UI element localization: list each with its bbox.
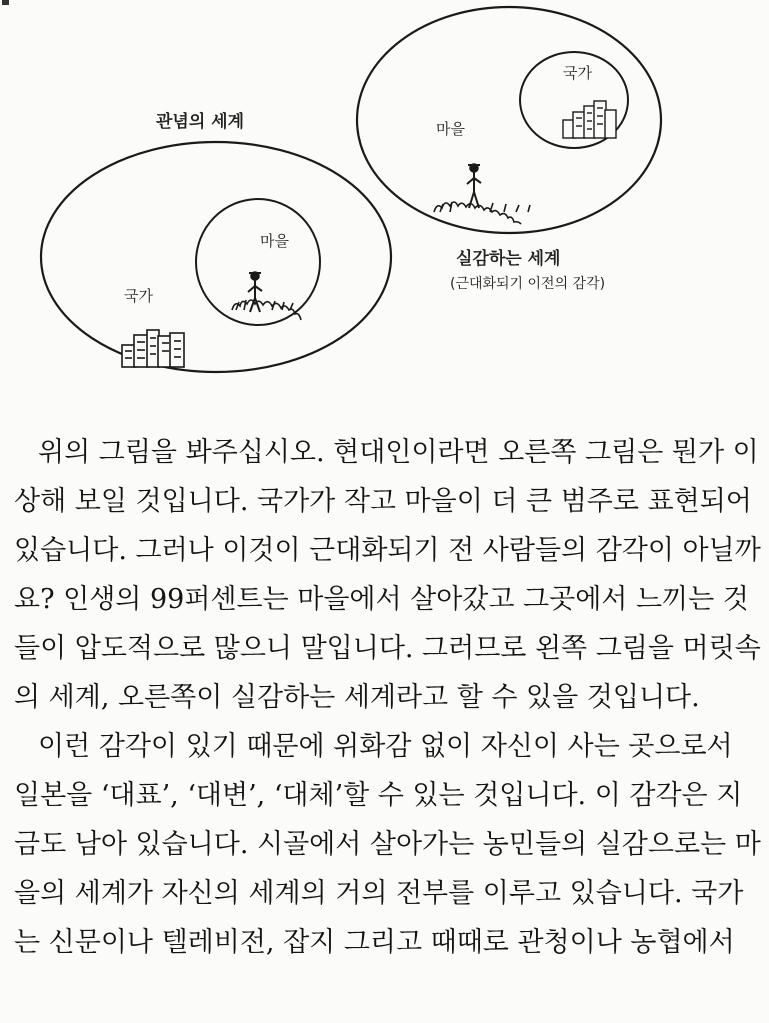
text-line: 위의 그림을 봐주십시오. 현대인이라면 오른쪽 그림은 뭔가 이 bbox=[38, 437, 759, 468]
right-diagram-subtitle: (근대화되기 이전의 감각) bbox=[450, 276, 606, 292]
buildings-icon bbox=[122, 330, 184, 367]
right-outer-label: 마을 bbox=[436, 120, 465, 138]
diagram-drawing bbox=[0, 0, 769, 420]
right-diagram-title: 실감하는 세계 bbox=[456, 249, 561, 269]
text-line: 있습니다. 그러나 이것이 근대화되기 전 사람들의 감각이 아닐까 bbox=[14, 535, 761, 566]
body-text bbox=[14, 428, 766, 967]
left-inner-label: 마을 bbox=[260, 232, 289, 250]
text-line: 을의 세계가 자신의 세계의 거의 전부를 이루고 있습니다. 국가 bbox=[14, 878, 744, 909]
farmer-icon bbox=[232, 272, 301, 320]
text-line: 들이 압도적으로 많으니 말입니다. 그러므로 왼쪽 그림을 머릿속 bbox=[14, 633, 761, 664]
text-line: 상해 보일 것입니다. 국가가 작고 마을이 더 큰 범주로 표현되어 bbox=[14, 486, 752, 517]
diagram-figure bbox=[0, 0, 769, 420]
text-line: 금도 남아 있습니다. 시골에서 살아가는 농민들의 실감으로는 마 bbox=[14, 829, 761, 860]
text-line: 요? 인생의 99퍼센트는 마을에서 살아갔고 그곳에서 느끼는 것 bbox=[14, 584, 749, 615]
right-inner-label: 국가 bbox=[563, 64, 592, 82]
text-line: 일본을 ‘대표’, ‘대변’, ‘대체’할 수 있는 것입니다. 이 감각은 지 bbox=[14, 780, 743, 811]
text-line: 의 세계, 오른쪽이 실감하는 세계라고 할 수 있을 것입니다. bbox=[14, 682, 700, 713]
text-line: 는 신문이나 텔레비전, 잡지 그리고 때때로 관청이나 농협에서 bbox=[14, 927, 735, 958]
left-outer-circle bbox=[41, 142, 391, 372]
left-diagram-title: 관념의 세계 bbox=[156, 112, 245, 132]
left-outer-label: 국가 bbox=[124, 287, 153, 305]
text-line: 이런 감각이 있기 때문에 위화감 없이 자신이 사는 곳으로서 bbox=[38, 731, 733, 762]
farmer-icon bbox=[434, 164, 530, 224]
buildings-icon bbox=[563, 101, 616, 138]
